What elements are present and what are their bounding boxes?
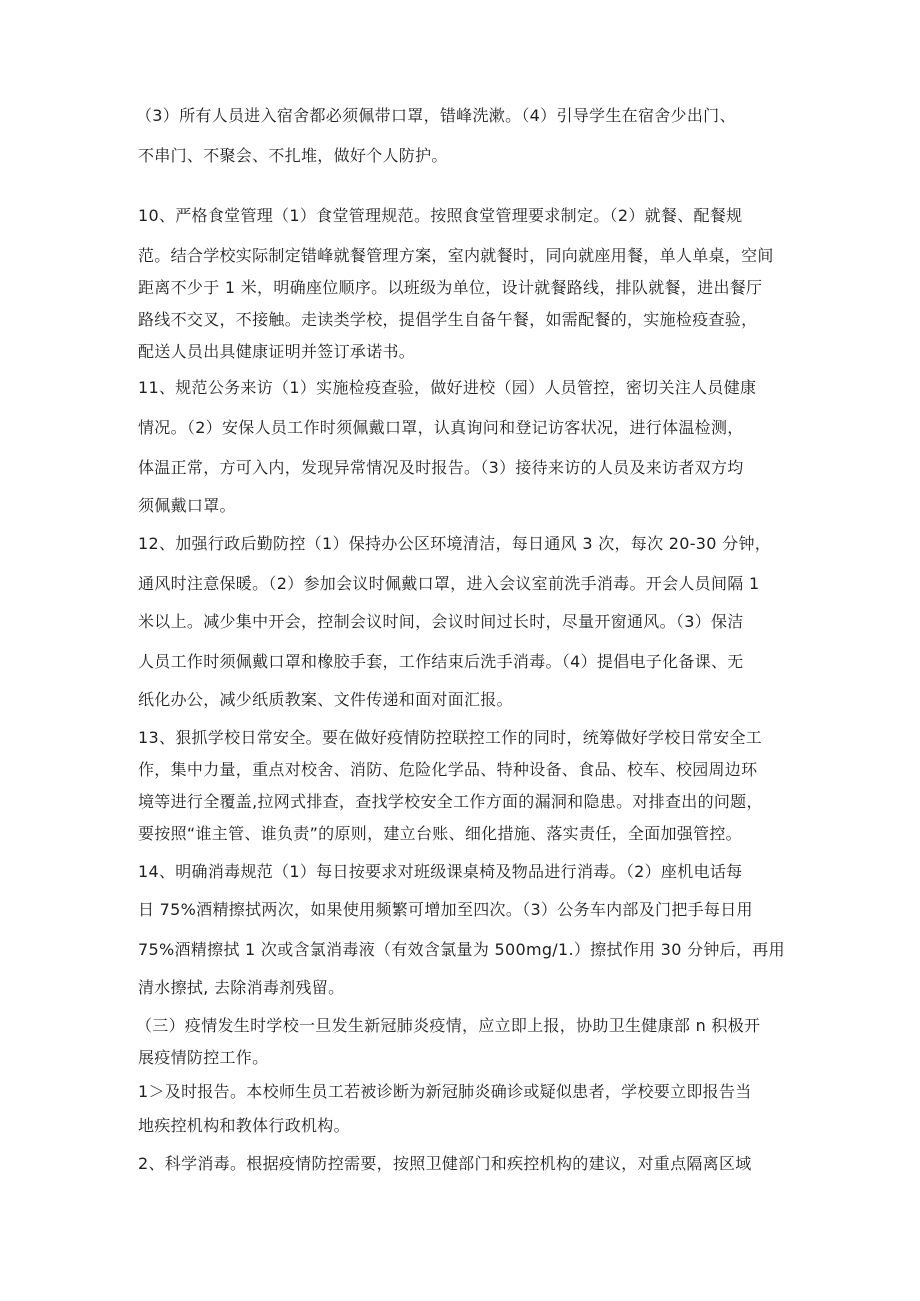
text-line: 不串门、不聚会、不扎堆，做好个人防护。: [138, 146, 448, 165]
text-line: 要按照“谁主管、谁负责”的原则，建立台账、细化措施、落实责任，全面加强管控。: [138, 824, 742, 843]
text-line: 清水擦拭, 去除消毒剂残留。: [138, 978, 345, 997]
text-line: 配送人员出具健康证明并签订承诺书。: [138, 342, 416, 361]
text-line: 14、明确消毒规范（1）每日按要求对班级课桌椅及物品进行消毒。（2）座机电话每: [138, 862, 743, 881]
text-line: （3）所有人员进入宿舍都必须佩带口罩，错峰洗漱。（4）引导学生在宿舍少出门、: [136, 106, 736, 125]
text-line: 13、狠抓学校日常安全。要在做好疫情防控联控工作的同时，统筹做好学校日常安全工: [138, 728, 763, 747]
text-line: 路线不交叉，不接触。走读类学校，提倡学生自备午餐，如需配餐的，实施检疫查验，: [138, 310, 758, 329]
text-line: 1＞及时报告。本校师生员工若被诊断为新冠肺炎确诊或疑似患者，学校要立即报告当: [138, 1082, 752, 1101]
text-line: 须佩戴口罩。: [138, 496, 236, 515]
text-line: 体温正常，方可入内，发现异常情况及时报告。（3）接待来访的人员及来访者双方均: [138, 458, 744, 477]
text-line: 作，集中力量，重点对校舍、消防、危险化学品、特种设备、食品、校车、校园周边环: [138, 760, 758, 779]
text-line: 12、加强行政后勤防控（1）保持办公区环境清洁，每日通风 3 次，每次 20-30 分钟，: [138, 534, 772, 553]
text-line: 米以上。减少集中开会，控制会议时间，会议时间过长时，尽量开窗通风。（3）保洁: [138, 612, 744, 631]
text-line: 情况。（2）安保人员工作时须佩戴口罩，认真询问和登记访客状况，进行体温检测，: [138, 418, 744, 437]
text-line: 10、严格食堂管理（1）食堂管理规范。按照食堂管理要求制定。（2）就餐、配餐规: [138, 206, 743, 225]
text-line: 通风时注意保暖。（2）参加会议时佩戴口罩，进入会议室前洗手消毒。开会人员间隔 1: [138, 574, 760, 593]
text-line: 范。结合学校实际制定错峰就餐管理方案，室内就餐时，同向就座用餐，单人单桌，空间: [138, 246, 774, 265]
text-line: 人员工作时须佩戴口罩和橡胶手套，工作结束后洗手消毒。（4）提倡电子化备课、无: [138, 652, 744, 671]
text-line: （三）疫情发生时学校一旦发生新冠肺炎疫情，应立即上报，协助卫生健康部 n 积极开: [136, 1016, 761, 1035]
text-line: 日 75%酒精擦拭两次，如果使用频繁可增加至四次。（3）公务车内部及门把手每日用: [138, 900, 753, 919]
text-line: 75%酒精擦拭 1 次或含氯消毒液（有效含氯量为 500mg/1.）擦拭作用 30 分钟后，再用: [138, 940, 785, 959]
text-line: 境等进行全覆盖,拉网式排查，查找学校安全工作方面的漏洞和隐患。对排查出的问题，: [138, 792, 763, 811]
text-line: 11、规范公务来访（1）实施检疫查验，做好进校（园）人员管控，密切关注人员健康: [138, 378, 757, 397]
text-line: 距离不少于 1 米，明确座位顺序。以班级为单位，设计就餐路线，排队就餐，进出餐厅: [138, 278, 763, 297]
text-line: 展疫情防控工作。: [138, 1048, 269, 1067]
text-line: 2、科学消毒。根据疫情防控需要，按照卫健部门和疾控机构的建议，对重点隔离区域: [138, 1154, 752, 1173]
text-line: 纸化办公，减少纸质教案、文件传递和面对面汇报。: [138, 690, 513, 709]
text-line: 地疾控机构和教体行政机构。: [138, 1116, 350, 1135]
